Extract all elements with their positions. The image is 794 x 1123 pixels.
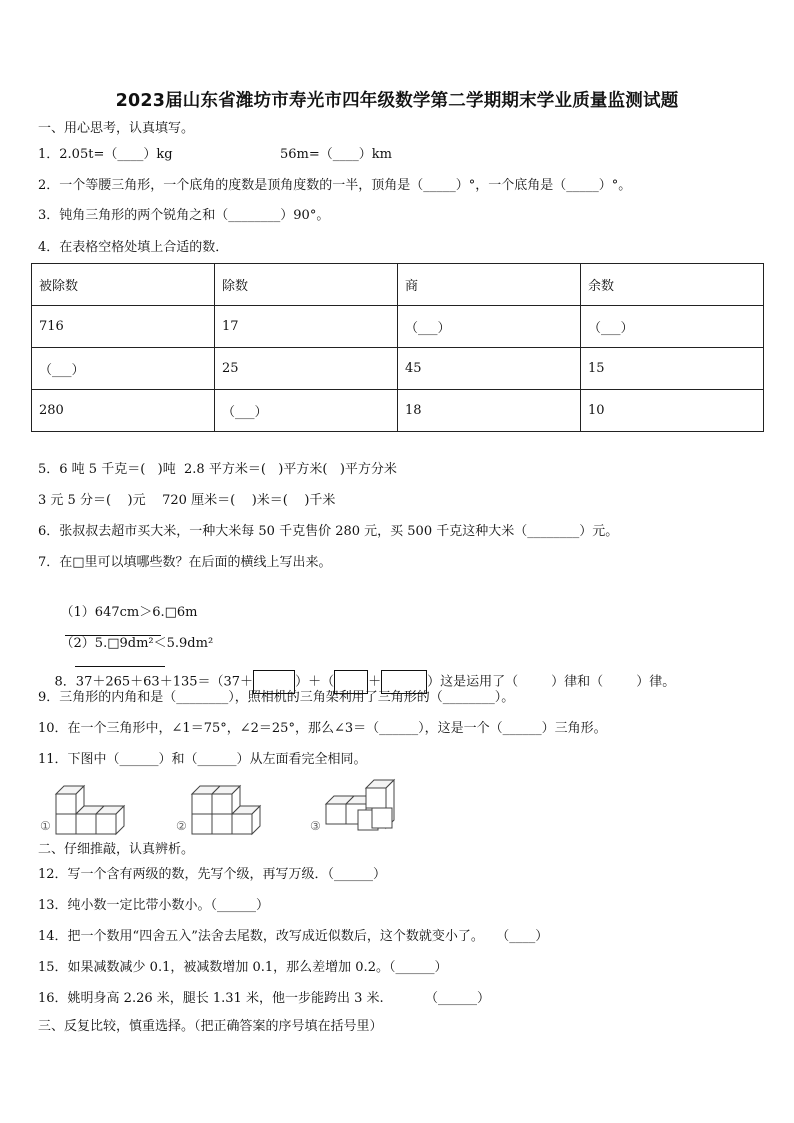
question-1b: 56m=（____）km <box>280 147 392 162</box>
question-6: 6．张叔叔去超市买大米，一种大米每 50 千克售价 280 元，买 500 千克这种大米（________）元。 <box>38 524 619 539</box>
question-13: 13．纯小数一定比带小数小。（______） <box>38 898 270 913</box>
division-table <box>31 263 764 432</box>
table-cell: 45 <box>398 348 581 390</box>
header-remainder: 余数 <box>581 264 764 306</box>
table-cell: 280 <box>32 390 215 432</box>
question-10: 10．在一个三角形中，∠1＝75°，∠2＝25°，那么∠3＝（______），这是一个（______）三角形。 <box>38 721 607 736</box>
question-7: 7．在□里可以填哪些数？在后面的横线上写出来。 <box>38 555 332 570</box>
table-cell-blank[interactable]: （___） <box>215 390 398 432</box>
section-1-heading: 一、用心思考，认真填写。 <box>38 121 195 136</box>
table-row <box>32 348 764 390</box>
question-3: 3．钝角三角形的两个锐角之和（________）90°。 <box>38 208 330 223</box>
question-5a: 5．6 吨 5 千克＝( )吨 2.8 平方米＝( )平方米( )平方分米 <box>38 462 397 477</box>
figure-label-1: ① <box>40 819 51 833</box>
question-1a: 1．2.05t=（____）kg <box>38 147 173 162</box>
question-16: 16．姚明身高 2.26 米，腿长 1.31 米，他一步能跨出 3 米. （______） <box>38 991 490 1006</box>
question-9: 9．三角形的内角和是（________），照相机的三角架利用了三角形的（________）。 <box>38 690 515 705</box>
cube-figure-1 <box>40 786 124 834</box>
question-8-plus: ＋ <box>368 674 382 690</box>
table-row <box>32 306 764 348</box>
cube-figure-2 <box>176 786 260 834</box>
question-4: 4．在表格空格处填上合适的数． <box>38 240 229 255</box>
header-dividend: 被除数 <box>32 264 215 306</box>
table-cell-blank[interactable]: （___） <box>581 306 764 348</box>
figure-label-2: ② <box>176 819 187 833</box>
table-cell: 17 <box>215 306 398 348</box>
table-cell: 716 <box>32 306 215 348</box>
table-cell: 18 <box>398 390 581 432</box>
question-7-1-text: （1）647cm＞6.□6m <box>60 605 198 620</box>
question-15: 15．如果减数减少 0.1，被减数增加 0.1，那么差增加 0.2。（______） <box>38 960 448 975</box>
question-11: 11．下图中（______）和（______）从左面看完全相同。 <box>38 752 367 767</box>
question-8-mid: ）＋（ <box>295 674 335 690</box>
page-title: 2023届山东省潍坊市寿光市四年级数学第二学期期末学业质量监测试题 <box>115 91 679 111</box>
question-8-prefix: 8．37＋265＋63＋135＝（37＋ <box>54 674 254 690</box>
header-quotient: 商 <box>398 264 581 306</box>
question-8-suffix: ）这是运用了（ ）律和（ ）律。 <box>427 674 676 690</box>
table-row <box>32 390 764 432</box>
section-2-heading: 二、仔细推敲，认真辨析。 <box>38 842 195 857</box>
figure-label-3: ③ <box>310 819 321 833</box>
question-5b: 3 元 5 分＝( )元 720 厘米＝( )米＝( )千米 <box>38 493 336 508</box>
cube-figure-3 <box>310 780 394 833</box>
question-2: 2．一个等腰三角形，一个底角的度数是顶角度数的一半，顶角是（_____）°，一个底角是（_____）°。 <box>38 178 632 193</box>
table-cell: 10 <box>581 390 764 432</box>
table-cell-blank[interactable]: （___） <box>398 306 581 348</box>
cube-figures <box>36 778 416 838</box>
table-cell: 15 <box>581 348 764 390</box>
question-7-2-text: （2）5.□9dm²＜5.9dm² <box>60 636 214 651</box>
section-3-heading: 三、反复比较，慎重选择。（把正确答案的序号填在括号里） <box>38 1019 383 1034</box>
table-header-row <box>32 264 764 306</box>
table-cell: 25 <box>215 348 398 390</box>
table-cell-blank[interactable]: （___） <box>32 348 215 390</box>
question-14: 14．把一个数用“四舍五入”法舍去尾数，改写成近似数后，这个数就变小了。 （____） <box>38 929 549 944</box>
question-12: 12．写一个含有两级的数，先写个级，再写万级．（______） <box>38 867 387 882</box>
header-divisor: 除数 <box>215 264 398 306</box>
